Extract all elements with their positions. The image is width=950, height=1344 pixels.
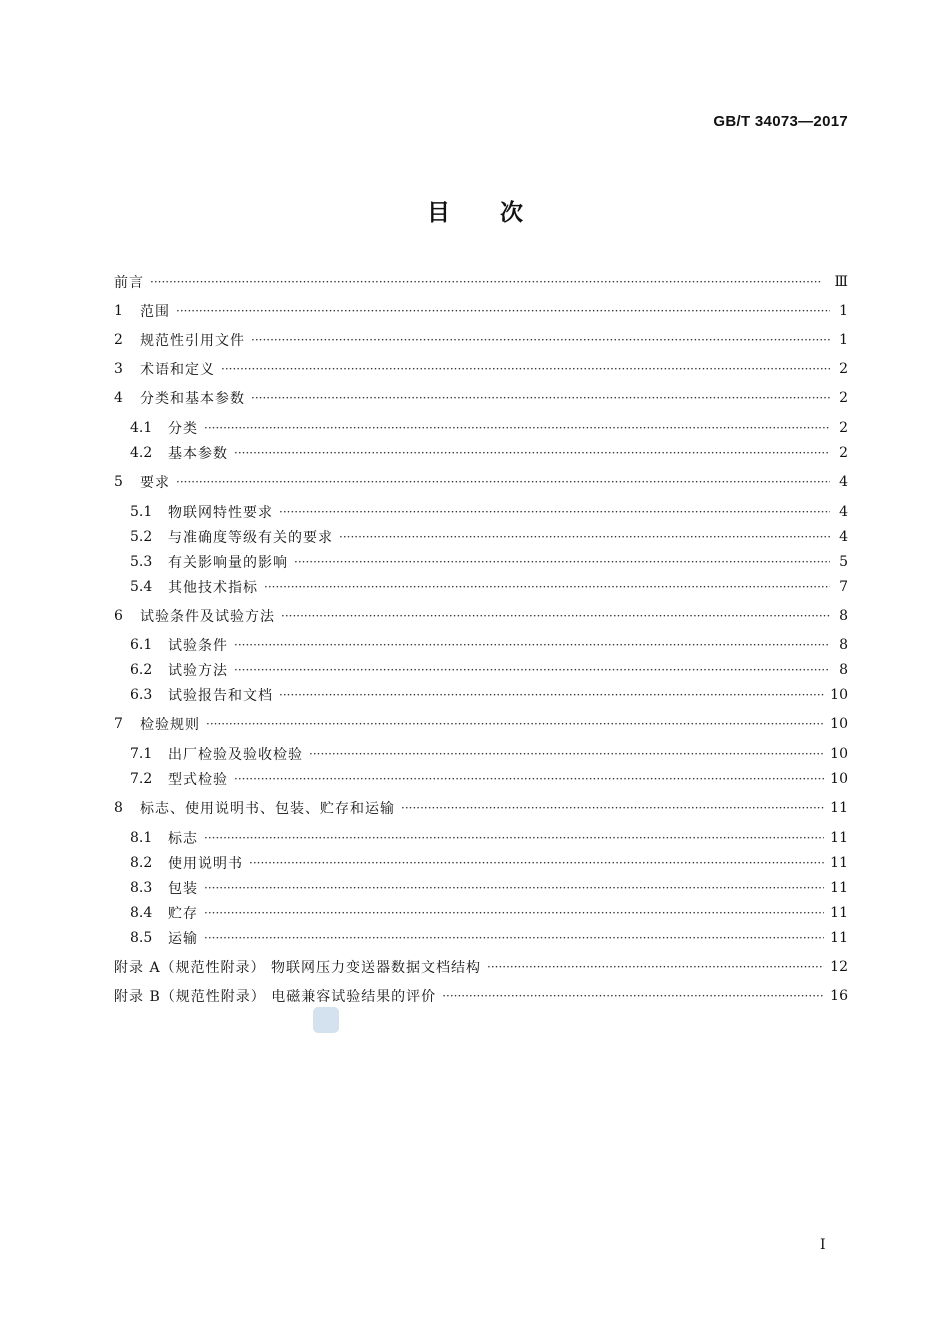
toc-entry-number: 4.1 [130,420,153,436]
toc-leader-dots [309,747,824,761]
toc-leader-dots [249,856,824,870]
toc-leader-dots [234,638,830,652]
toc-entry-label: 前言 [114,275,144,291]
toc-entry-label: 试验条件及试验方法 [140,609,275,625]
toc-entry-label: 试验方法 [168,663,228,679]
toc-entry-label: 试验报告和文档 [168,688,273,704]
toc-leader-dots [281,609,830,623]
toc-entry[interactable] [114,984,848,1008]
toc-entry[interactable] [114,299,848,323]
toc-entry[interactable] [130,575,848,599]
toc-leader-dots [251,333,830,347]
toc-leader-dots [442,989,824,1003]
page-title [0,194,950,227]
toc-entry[interactable] [130,742,848,766]
toc-entry[interactable] [130,525,848,549]
toc-leader-dots [176,475,830,489]
toc-entry[interactable] [114,328,848,352]
toc-entry[interactable] [114,955,848,979]
watermark-logo-icon [313,1007,339,1033]
toc-entry[interactable] [130,500,848,524]
toc-entry-number: 5.4 [130,579,153,595]
toc-entry-page: 4 [839,529,848,545]
toc-entry-number: 7.2 [130,771,153,787]
toc-entry-number: 6 [114,608,123,624]
toc-entry-page: 4 [839,474,848,490]
toc-entry-number: 1 [114,303,123,319]
toc-entry-label: 基本参数 [168,446,228,462]
toc-entry-page: 10 [830,687,848,703]
toc-entry[interactable] [130,550,848,574]
toc-entry-number: 7 [114,716,123,732]
toc-entry-page: Ⅲ [834,274,848,290]
toc-leader-dots [279,688,824,702]
toc-entry-page: 11 [830,930,848,946]
toc-entry-label: 附录 B（规范性附录） 电磁兼容试验结果的评价 [114,989,437,1005]
toc-leader-dots [279,505,830,519]
toc-leader-dots [487,960,824,974]
toc-entry-page: 2 [839,361,848,377]
toc-leader-dots [150,275,828,289]
toc-leader-dots [339,530,830,544]
toc-leader-dots [176,304,830,318]
toc-entry-label: 包装 [168,881,198,897]
toc-entry-page: 11 [830,905,848,921]
toc-entry-page: 2 [839,390,848,406]
toc-entry[interactable] [130,926,848,950]
toc-entry-label: 使用说明书 [168,856,243,872]
toc-entry-label: 术语和定义 [140,362,215,378]
toc-leader-dots [204,931,824,945]
toc-entry-number: 5.1 [130,504,153,520]
toc-leader-dots [251,391,830,405]
toc-entry-label: 分类和基本参数 [140,391,245,407]
toc-leader-dots [204,421,830,435]
toc-entry-number: 8 [114,800,123,816]
toc-leader-dots [206,717,824,731]
toc-leader-dots [204,881,824,895]
standard-number: GB/T 34073—2017 [713,113,848,130]
toc-entry-number: 8.5 [130,930,153,946]
toc-entry-label: 分类 [168,421,198,437]
toc-entry-number: 5 [114,474,123,490]
toc-entry-number: 2 [114,332,123,348]
toc-entry[interactable] [114,357,848,381]
toc-entry-page: 10 [830,746,848,762]
toc-leader-dots [234,663,830,677]
toc-entry[interactable] [130,767,848,791]
title-char-1: 目 [427,200,450,226]
toc-entry-label: 运输 [168,931,198,947]
toc-entry-page: 2 [839,445,848,461]
toc-entry-label: 试验条件 [168,638,228,654]
toc-leader-dots [221,362,830,376]
toc-entry-page: 11 [830,855,848,871]
toc-entry[interactable] [130,851,848,875]
toc-entry-page: 8 [839,608,848,624]
toc-entry[interactable] [114,386,848,410]
toc-entry[interactable] [114,270,848,294]
toc-entry-number: 4.2 [130,445,153,461]
toc-entry-label: 标志、使用说明书、包装、贮存和运输 [140,801,395,817]
toc-entry-page: 10 [830,716,848,732]
toc-entry[interactable] [130,683,848,707]
toc-leader-dots [204,831,824,845]
toc-entry-label: 标志 [168,831,198,847]
toc-entry[interactable] [130,826,848,850]
toc-entry-label: 有关影响量的影响 [168,555,288,571]
toc-leader-dots [401,801,824,815]
toc-entry[interactable] [130,901,848,925]
toc-entry-number: 7.1 [130,746,153,762]
toc-entry[interactable] [114,604,848,628]
toc-entry[interactable] [114,796,848,820]
toc-entry-number: 5.2 [130,529,153,545]
page-number: I [820,1237,826,1253]
toc-entry-label: 出厂检验及验收检验 [168,747,303,763]
toc-entry-number: 8.2 [130,855,153,871]
toc-entry-label: 其他技术指标 [168,580,258,596]
toc-leader-dots [294,555,830,569]
toc-entry-page: 10 [830,771,848,787]
toc-entry-page: 11 [830,800,848,816]
toc-entry-page: 16 [830,988,848,1004]
toc-entry-label: 范围 [140,304,170,320]
toc-entry-number: 8.4 [130,905,153,921]
toc-entry-page: 2 [839,420,848,436]
toc-entry-page: 7 [839,579,848,595]
toc-entry-label: 物联网特性要求 [168,505,273,521]
toc-leader-dots [264,580,830,594]
toc-entry-number: 6.3 [130,687,153,703]
toc-entry-number: 5.3 [130,554,153,570]
toc-entry[interactable] [130,441,848,465]
toc-entry-number: 8.3 [130,880,153,896]
toc-leader-dots [204,906,824,920]
toc-entry-page: 4 [839,504,848,520]
toc-entry-label: 要求 [140,475,170,491]
toc-entry-number: 4 [114,390,123,406]
toc-entry-label: 贮存 [168,906,198,922]
toc-entry[interactable] [114,470,848,494]
toc-entry-page: 5 [839,554,848,570]
toc-entry-page: 8 [839,637,848,653]
toc-entry-page: 12 [830,959,848,975]
toc-entry-label: 检验规则 [140,717,200,733]
toc-entry-page: 11 [830,830,848,846]
toc-entry-number: 6.1 [130,637,153,653]
toc-entry-number: 6.2 [130,662,153,678]
toc-leader-dots [234,772,824,786]
toc-entry[interactable] [130,633,848,657]
toc-entry[interactable] [130,658,848,682]
toc-entry-page: 1 [839,303,848,319]
toc-entry-page: 11 [830,880,848,896]
toc-leader-dots [234,446,830,460]
toc-entry-page: 8 [839,662,848,678]
title-char-2: 次 [500,200,523,226]
toc-entry-number: 8.1 [130,830,153,846]
toc-entry-label: 型式检验 [168,772,228,788]
toc-entry[interactable] [130,876,848,900]
toc-entry-page: 1 [839,332,848,348]
toc-entry-label: 与准确度等级有关的要求 [168,530,333,546]
toc-entry[interactable] [130,416,848,440]
toc-entry-label: 规范性引用文件 [140,333,245,349]
toc-entry-label: 附录 A（规范性附录） 物联网压力变送器数据文档结构 [114,960,482,976]
toc-entry-number: 3 [114,361,123,377]
toc-entry[interactable] [114,712,848,736]
